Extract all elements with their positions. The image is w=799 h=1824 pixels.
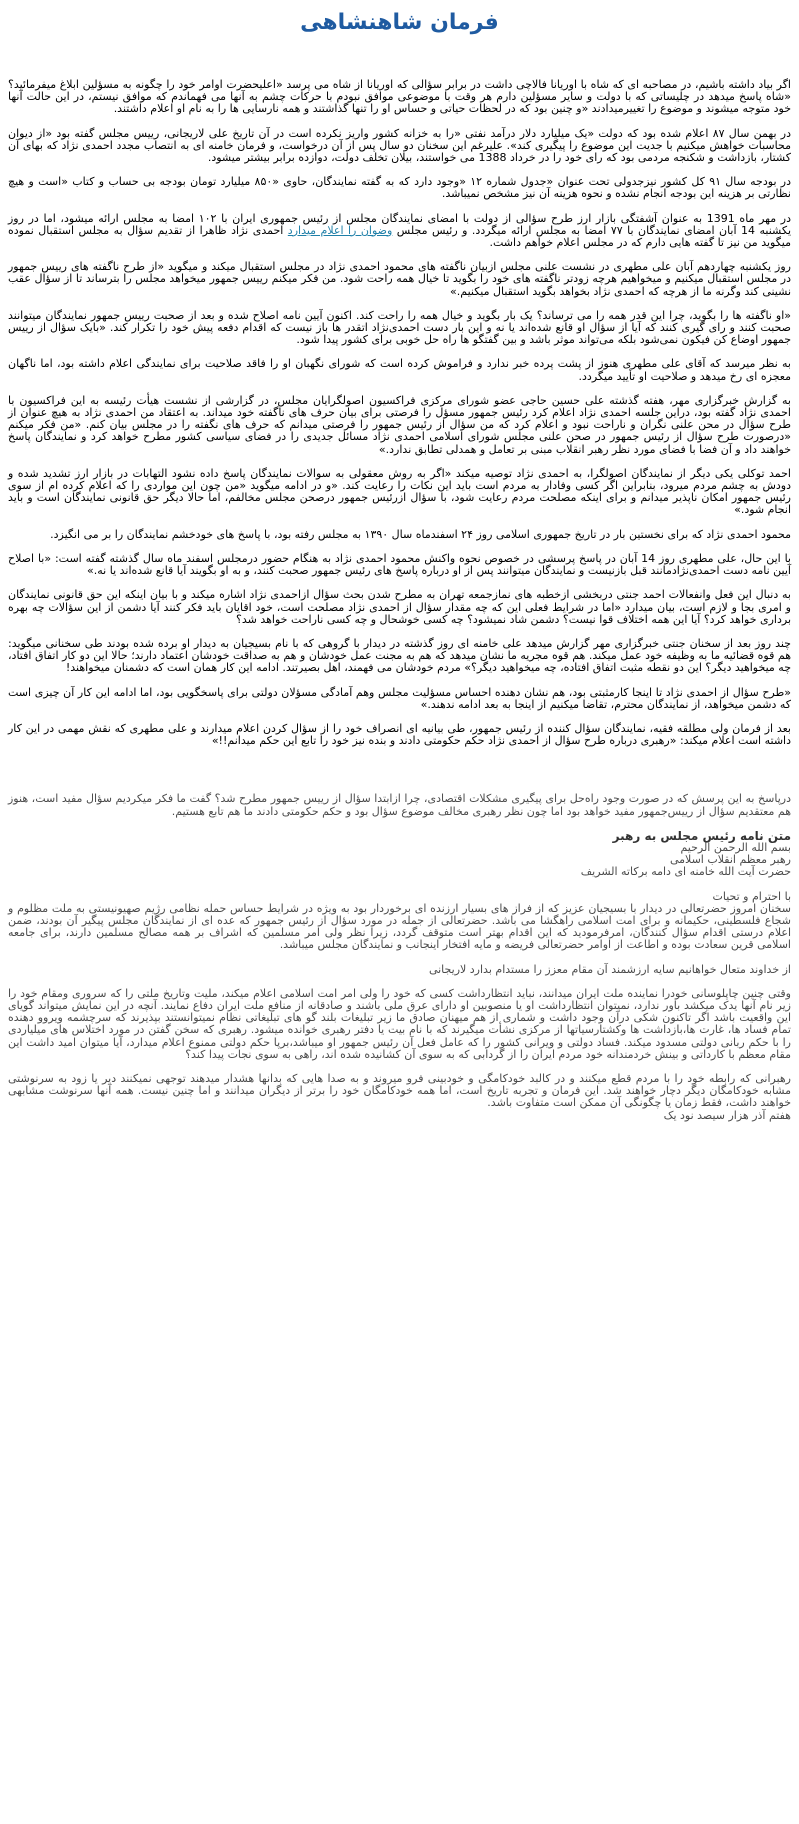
paragraph: به نظر میرسد که آقای علی مطهری هنوز از پشت پرده خبر ندارد و فراموش کرده است که شورای نگهبان او را فاقد صلاحیت برای نمایندگی اعلام داشته بود، اما ناگهان معجزه ای رخ میدهد و صلاحیت او تأیید میگردد. bbox=[8, 357, 791, 383]
letter-section bbox=[8, 793, 791, 1121]
paragraph: با این حال، علی مطهری روز 14 آبان در پاسخ پرسشی در خصوص نحوه واکنش محمود احمدی نژاد به هنگام حضور درمجلس اسفند ماه سال گذشته گفته است: «با اصلاح آیین نامه دست احمدی‌نژادمانند قبل بازنیست و نمایندگان میتوانند پس از او درباره پاسخ های رئیس جمهور صحبت کنند، و به او بگویند آیا قانع شده‌اند یا نه.» bbox=[8, 551, 791, 578]
letter-head-line: رهبر معظم انقلاب اسلامی bbox=[669, 853, 791, 867]
paragraph: در بهمن سال ۸۷ اعلام شده بود که دولت «یک میلیارد دلار درآمد نفتی «را به خزانه کشور واریز نکرده است در آن تاریخ علی لاریجانی، رییس مجلس گفته بود «از دیوان محاسبات خواهش میکنیم با جدیت این موضوع را پیگیری کند». علیرغم این سخنان دو سال پس از آن درخواست، و فرمان خامنه ای به انتصاب مجدد احمدی نژاد که بهای آن کشتار، بازداشت و شکنجه مردمی بود که رای خود را در خرداد 1388 می خواستند، بیلان تخلف دولت، دوازده برابر بیشتر میشود. bbox=[8, 126, 791, 165]
letter-paragraph: رهبرانی که رابطه خود را با مردم قطع میکنند و در کالبد خودکامگی و خودبینی فرو میروند و به صدا هایی که بدانها هشدار میدهند توجهی نمیکنند دیر یا زود به سرنوشتی مشابه خودکامگان دیگر دچار خواهند شد. این فرمان و تجربه تاریخ است، اما همه خودکامگان خود را برتر از دیگران میدانند و اما چنین نیست. همه آنها سرنوشت مشابهی خواهند داشت، فقط زمان یا چگونگی آن ممکن است متفاوت باشد. هفتم آذر هزار سیصد نود یک bbox=[8, 1071, 791, 1122]
article bbox=[8, 10, 791, 1122]
article-body bbox=[8, 79, 791, 747]
paragraph: اگر بیاد داشته باشیم، در مصاحبه ای که شاه با اوریانا فالاچی داشت در برابر سؤالی که اوریانا از شاه می پرسد «اعلیحضرت اوامر خود را چگونه به مسؤلین ابلاغ میفرمائید؟ «شاه پاسخ میدهد در چلیساتی که با دولت و سایر مسؤلین دارم هر وقت با موضوعی موافق نبودم با حرکات چشم به آنها می فهماندم که موافق نیستم، در این حالت آنها خود متوجه میشوند و موضوع را تغییرمیدادند «و چنین بود که در لحظات حیاتی و حساس او را تنها گذاشتند و همه نارسایی ها را به نام او اعلام داشتند. bbox=[8, 78, 791, 116]
paragraph: محمود احمدی نژاد که برای نخستین بار در تاریخ جمهوری اسلامی روز ۲۴ اسفندماه سال ۱۳۹۰ به مجلس رفته بود، با پاسخ های خودخشم نمایندگان را بر می انگیزد. bbox=[50, 527, 791, 541]
paragraph: «طرح سؤال از احمدی نژاد تا اینجا کارمثبتی بود، هم نشان دهنده احساس مسؤلیت مجلس وهم آمادگی مسؤلان دولتی برای پاسخگویی بود، اما ادامه این کار آن چیزی است که دشمن میخواهد، از نمایندگان محترم، تقاضا میکنیم از اینجا به بعد ادامه ندهند.» bbox=[8, 685, 791, 711]
letter-paragraph: با احترام و تحیات سخنان امروز حضرتعالی در دیدار با بسیجیان عزیز که از فراز های بسیار ارزنده ای برخوردار بود به ویژه در شرایط حساس حمله نظامی رژیم صهیونیستی به ملت مظلوم و شجاع فلسطینی، حکیمانه و برای امت اسلامی راهگشا می باشد. حضرتعالی از جمله در مورد سؤال از رئیس جمهور که عده ای از نمایندگان مجلس پیگیر آن بودند، ضمن اعلام درستی اقدام سؤال کنندگان، امرفرمودید که این اقدام بهتر است متوقف گردد، زیرا نظر ولی امر مسلمین که اشراف بر همه مصالح مسلمین دارند، برای جامعه اسلامی قرین سعادت بوده و اطاعت از اوامر حضرتعالی فریضه و مایه افتخار اینجانب و نمایندگان مجلس میباشد. bbox=[8, 889, 791, 952]
letter-head-line: بسم الله الرحمن الرحیم bbox=[680, 840, 791, 854]
letter-title: متن نامه رئیس مجلس به رهبر bbox=[612, 828, 791, 843]
inline-link[interactable]: وضوان را اعلام میدارد bbox=[287, 223, 393, 237]
paragraph: به دنبال این فعل وانفعالات احمد جنتی دربخشی ازخطبه های نمازجمعه تهران به مطرح شدن بحث سؤال ازاحمدی نژاد اشاره میکند و با بیان اینکه این حق قانونی نمایندگان و امری بجا و لازم است، بیان میدارد «اما در شرایط فعلی این که چه مقدار سؤال از احمدی نژاد مصلحت است، خود اقایان باید فکر کنند آیا دشمن از این سؤالات چه بهره برداری خواهد کرد؟ آیا این همه اختلاف قوا نیست؟ دشمن شاد نمیشود؟ چه کسی خوشحال و چه کسی ناراحت خواهد شد؟ bbox=[8, 588, 791, 626]
letter-head-line: حضرت آیت الله خامنه ای دامه برکاته الشریف bbox=[580, 865, 791, 879]
paragraph: «او ناگفته ها را بگوید، چرا این قدر همه را می ترساند؟ یک بار بگوید و خیال همه را راحت کند. اکنون آیین نامه اصلاح شده و بعد از صحبت رییس جمهور نمایندگان میتوانند صحبت کنند و رای گیری کنند که آیا از سؤال او قانع شده‌اند یا نه و این بار دست احمدی‌نژاد اتقدر ها باز نیست که اقدام دفعه پیش خود را تکرار کند. «بایک سؤال از رییس جمهور اوضاع کن فیکون نمی‌شود بلکه می‌تواند موثر باشد و بین گفتگو ها راه حل خوبی برای کشور پیدا شود. bbox=[8, 308, 791, 347]
paragraph bbox=[8, 213, 791, 250]
intro-paragraph: درپاسخ به این پرسش که در صورت وجود راه‌حل برای پیگیری مشکلات اقتصادی، چرا ازابتدا سؤال از رییس جمهور مطرح شد؟ گفت ما فکر میکردیم سؤال مفید است، هنوز هم معتقدیم سؤال از رییس‌جمهور مفید خواهد بود اما چون نظر رهبری مخالف موضوع سؤال بود و حکم حکومتی دادند ما هم تابع هستیم. bbox=[8, 792, 791, 818]
paragraph: روز یکشنبه چهاردهم آبان علی مطهری در نشست علنی مجلس ازبیان ناگفته های محمود احمدی نژاد در مجلس استقبال میکند و میگوید «از طرح ناگفته های رییس جمهور در مجلس استقبال میکنیم و میخواهیم هرچه زودتر ناگفته های خود را بگوید تا خیال همه راحت شود. من فکر میکنم رییس جمهور میخواهد مجلس را بترساند تا از سؤال عقب نشینی کند وگرنه ما از هرچه که احمدی نژاد بخواهد بگوید استقبال میکنیم.» bbox=[8, 260, 791, 298]
paragraph: در بودجه سال ۹۱ کل کشور نیزجدولی تحت عنوان «جدول شماره ۱۲ «وجود دارد که به گفته نمایندگان، حاوی «۸۵۰ میلیارد تومان بودجه بی حساب و کتاب «است و هیچ نظارتی بر هزینه این بودجه انجام نشده و نحوه هزینه آن نیز مشخص نمیباشد. bbox=[8, 175, 792, 201]
paragraph: به گزارش خبرگزاری مهر، هفته گذشته علی حسین حاجی عضو شورای مرکزی فراکسیون اصولگرایان مجلس، در گزارشی از نشست هیأت رئیسه به این فراکسیون با احمدی نژاد گفته بود، دراین جلسه احمدی نژاد اعلام کرد رئیس جمهور مسؤل را فرصتی برای بیان حرف های ناگفته خود میداند. به اعتقاد من احمدی نژاد به هیچ عنوان از طرح سؤال در محن علنی نگران و ناراحت نبود و اعلام کرد که من سؤال از رئیس جمهور را فرصتی میدانم که حرف های نگفته را در مجلس بیان کنم. «من فکر میکنم «درصورت طرح سؤال از رئیس جمهور در صحن علنی مجلس شورای اسلامی احمدی نژاد مسائل جدیدی را در فضای سیاسی کشور مطرح خواهد کرد و نمایندگان پاسخ خواهند داد و آن فضا با فضای مورد نظر رهبر انقلاب مبنی بر تعامل و همدلی تطابق ندارد.» bbox=[8, 393, 791, 456]
paragraph: احمد توکلی یکی دیگر از نمایندگان اصولگرا، به احمدی نژاد توصیه میکند «اگر به روش معقولی به سوالات نمایندگان پاسخ داده نشود التهابات در بازار ارز تشدید شده و دودش به چشم مردم میرود، بنابراین اگر کسی وفادار به مردم است باید این نکات را رعایت کند. «و در ادامه میگوید «من چون این مواردی را که اعلام کرده ام از سوی رئیس جمهور امکان ناپذیر میدانم و برای اینکه مصلحت مردم رعایت شود، با سؤال ازرئیس جمهور درصحن مجلس مخالفم، اما حالا دیگر حق قانونی نمایندگان است و باید انجام شود.» bbox=[8, 466, 791, 517]
letter-salutation bbox=[8, 842, 791, 879]
paragraph: چند روز بعد از سخنان جنتی خبرگزاری مهر گزارش میدهد علی خامنه ای روز گذشته در دیدار با گروهی که با نام بسیجیان به دیدار او برده شده بودند طی سخنانی میگوید: هم قوه قضائیه ما به وظیفه خود عمل میکند. هم قوه مجریه ما نشان میدهد که هم به مجنت عمل خودشان و هم به صداقت خودشان اعتماد دارند؛ حالا این دو کار اتفاق افتاد، چه میخواهید دیگر؟ این دو نقطه مثبت اتفاق افتاده، چه میخواهید دیگر؟» مردم خودشان می فهمند، اهل بصیرتند. ادامه این کار همان است که دشمنان میخواهند! bbox=[8, 636, 791, 675]
paragraph-text: احمدی نژاد ظاهرا از تقدیم سؤال به مجلس استقبال نموده میگوید من نیز تا گفته هایی دارم که در مجلس اعلام خواهم داشت. bbox=[8, 223, 791, 250]
page-title: فرمان شاهنشاهی bbox=[300, 10, 499, 35]
letter-paragraph: وقتی چنین چاپلوسانی خودرا نماینده ملت ایران میدانند، نباید انتظارداشت کسی که خود را ولی امر امت اسلامی اعلام میکند، ملیت وتاریخ ملتی را که سروری ومقام خود را زیر نام آنها یدک میکشد باور ندارد، نمیتوان انتظارداشت او یا منصوبین او دارای عرق ملی باشند و صادقانه از منافع ملت ایران دفاع نمایند. آنچه در این نمایش میتواند گویای این واقعیت باشد اگر تاکنون شکی درآن وجود داشت و شماری از هم میهنان صادق ما زیر تبلیغات بلند گو های تبلیغاتی نظام نمیتوانستند بپذیرند که سرچشمه ویروو دهنده تمام فساد ها، غارت ها،بازداشت ها وکشتارسیاتها از مرکزی نشأت میگیرند که با نام بیت یا دفتر رهبری خوانده میشود. رهبری که سخن گفتن در مورد اختلاس های میلیاردی را با حکم ربانی دولتی مسدود میکند. فساد دولتی و ویرانی کشور را که عامل فعل آن رئیس جمهور او میباشد،برپا حکم دولتی ممنوع اعلام میدارد، آیا میتوان امید داشت این مقام معظم با کارداتی و بینش خردمندانه خود مردم ایران را از گردابی که به سوی آن کشانیده شده اند، راهی به سوی نجات پیدا کند؟ bbox=[8, 986, 791, 1061]
letter-paragraph: از خداوند متعال خواهانیم سایه ارزشمند آن مقام معزز را مستدام بدارد لاریجانی bbox=[428, 962, 791, 976]
paragraph: بعد از فرمان ولی مطلقه فقیه، نمایندگان سؤال کننده از رئیس جمهور، طی بیانیه ای انصراف خود را از سؤال کردن اعلام میدارند و علی مطهری که نقش مهمی در این کار داشته است اعلام میکند: «رهبری درباره طرح سؤال از احمدی نژاد حکم حکومتی دادند و بنده نیز خود را تابع این حکم میدانم!!» bbox=[8, 721, 791, 748]
paragraph-text: در مهر ماه 1391 به عنوان آشفتگی بازار ارز طرح سؤالی از دولت با امضای نمایندگان مجلس از رئیس جمهوری ایران با ۱۰۲ امضا به مجلس ارائه میشود، اما در روز یکشنبه 14 آبان امضای نمایندگان با ۷۷ امضا به مجلس ارائه میگردد. و رئیس مجلس bbox=[8, 211, 792, 237]
